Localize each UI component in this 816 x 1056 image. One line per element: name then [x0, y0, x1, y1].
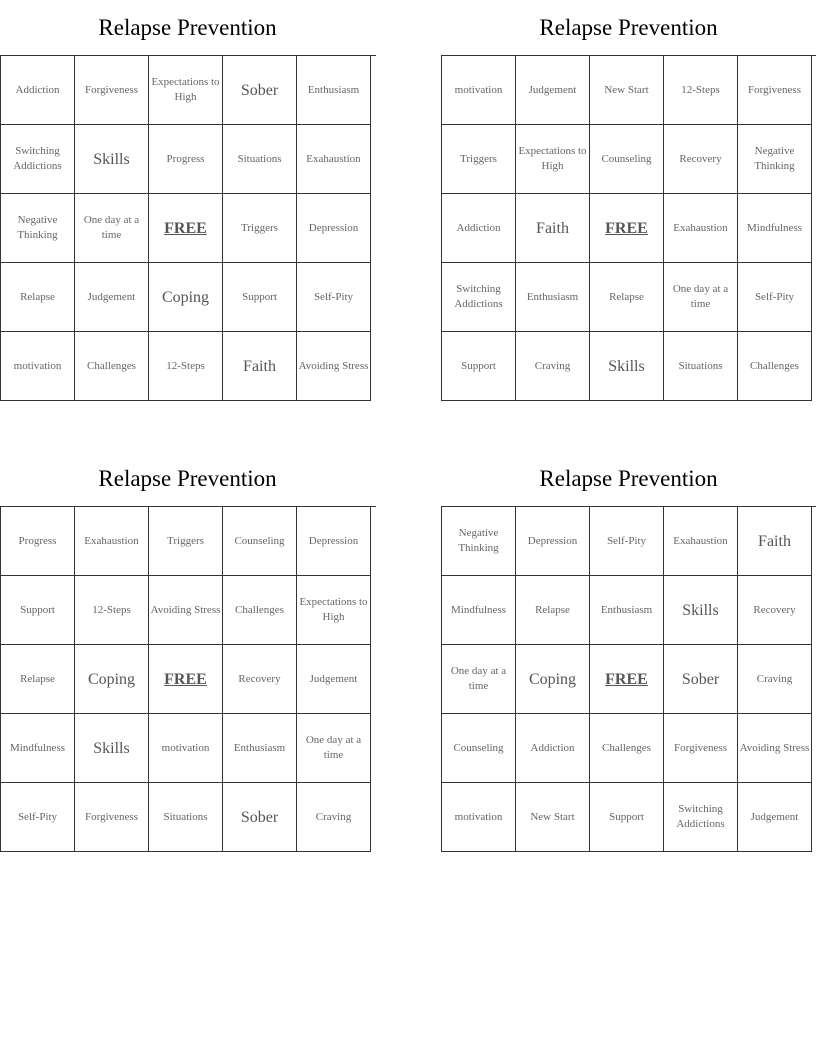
bingo-cell: Enthusiasm: [223, 714, 297, 783]
bingo-cell: Coping: [516, 645, 590, 714]
bingo-cell: Sober: [223, 56, 297, 125]
bingo-cell: Addiction: [516, 714, 590, 783]
bingo-cell: Support: [590, 783, 664, 852]
bingo-cell: Enthusiasm: [297, 56, 371, 125]
bingo-cell: Depression: [297, 507, 371, 576]
bingo-cell: Relapse: [1, 645, 75, 714]
bingo-cell: Recovery: [664, 125, 738, 194]
bingo-cell: Craving: [738, 645, 812, 714]
bingo-cell: Support: [442, 332, 516, 401]
card-title: Relapse Prevention: [98, 15, 277, 40]
card-title: Relapse Prevention: [98, 466, 277, 491]
bingo-cell: Depression: [516, 507, 590, 576]
bingo-cell: Negative Thinking: [1, 194, 75, 263]
bingo-cell: Sober: [664, 645, 738, 714]
bingo-cell: Sober: [223, 783, 297, 852]
bingo-cell: Counseling: [442, 714, 516, 783]
bingo-cell: Self-Pity: [590, 507, 664, 576]
bingo-cell: Triggers: [223, 194, 297, 263]
bingo-cell: Avoiding Stress: [738, 714, 812, 783]
bingo-cell: Self-Pity: [1, 783, 75, 852]
bingo-cell: One day at a time: [664, 263, 738, 332]
bingo-cell: Support: [223, 263, 297, 332]
bingo-cell: One day at a time: [297, 714, 371, 783]
bingo-cell: Negative Thinking: [738, 125, 812, 194]
bingo-cell: Skills: [75, 125, 149, 194]
bingo-cell: 12-Steps: [75, 576, 149, 645]
bingo-cell: Expectations to High: [516, 125, 590, 194]
bingo-cell: motivation: [442, 783, 516, 852]
bingo-cell: Relapse: [590, 263, 664, 332]
bingo-cell: Situations: [664, 332, 738, 401]
bingo-cell: Exahaustion: [297, 125, 371, 194]
bingo-grid: [441, 506, 816, 852]
bingo-cell: Counseling: [223, 507, 297, 576]
card-title: Relapse Prevention: [539, 466, 718, 491]
bingo-cell: Coping: [149, 263, 223, 332]
bingo-cell: Forgiveness: [75, 56, 149, 125]
bingo-grid: [0, 506, 376, 852]
bingo-cell: Exahaustion: [664, 507, 738, 576]
bingo-cell: One day at a time: [442, 645, 516, 714]
bingo-cell: Addiction: [442, 194, 516, 263]
bingo-cell: Mindfulness: [1, 714, 75, 783]
bingo-cell: Exahaustion: [664, 194, 738, 263]
bingo-cell: Counseling: [590, 125, 664, 194]
bingo-cell: Depression: [297, 194, 371, 263]
bingo-cell: Situations: [149, 783, 223, 852]
bingo-cell: Triggers: [442, 125, 516, 194]
bingo-cell: Craving: [516, 332, 590, 401]
bingo-cell: Support: [1, 576, 75, 645]
bingo-cell: Avoiding Stress: [297, 332, 371, 401]
bingo-cell: New Start: [590, 56, 664, 125]
bingo-cell: Mindfulness: [442, 576, 516, 645]
bingo-cell: Faith: [223, 332, 297, 401]
bingo-grid: [441, 55, 816, 401]
bingo-cell: Judgement: [297, 645, 371, 714]
bingo-cell: motivation: [1, 332, 75, 401]
bingo-cell: motivation: [149, 714, 223, 783]
card-title: Relapse Prevention: [539, 15, 718, 40]
bingo-cell: Switching Addictions: [442, 263, 516, 332]
bingo-cell: Self-Pity: [297, 263, 371, 332]
bingo-cell: Skills: [590, 332, 664, 401]
bingo-card-2: [441, 0, 816, 401]
bingo-cell: Challenges: [590, 714, 664, 783]
bingo-cell: New Start: [516, 783, 590, 852]
bingo-cell: Recovery: [738, 576, 812, 645]
bingo-cell: Mindfulness: [738, 194, 812, 263]
bingo-card-1: [0, 0, 375, 401]
bingo-cell: Expectations to High: [149, 56, 223, 125]
bingo-cell: Forgiveness: [738, 56, 812, 125]
bingo-cell: Exahaustion: [75, 507, 149, 576]
bingo-cell: Challenges: [75, 332, 149, 401]
bingo-cell: Negative Thinking: [442, 507, 516, 576]
bingo-cell: Switching Addictions: [664, 783, 738, 852]
bingo-cell: motivation: [442, 56, 516, 125]
bingo-cell: Avoiding Stress: [149, 576, 223, 645]
bingo-cell: Relapse: [1, 263, 75, 332]
free-space-cell: FREE: [590, 645, 664, 714]
free-space-cell: FREE: [149, 645, 223, 714]
bingo-cell: 12-Steps: [149, 332, 223, 401]
bingo-cell: Triggers: [149, 507, 223, 576]
bingo-cell: Enthusiasm: [590, 576, 664, 645]
bingo-cell: Relapse: [516, 576, 590, 645]
bingo-cell: Situations: [223, 125, 297, 194]
bingo-cell: Recovery: [223, 645, 297, 714]
bingo-cell: Progress: [149, 125, 223, 194]
bingo-cell: Expectations to High: [297, 576, 371, 645]
bingo-card-4: [441, 451, 816, 852]
bingo-cell: Coping: [75, 645, 149, 714]
bingo-cell: Forgiveness: [75, 783, 149, 852]
bingo-cell: One day at a time: [75, 194, 149, 263]
bingo-cell: Skills: [664, 576, 738, 645]
bingo-cell: Judgement: [75, 263, 149, 332]
bingo-cell: Faith: [516, 194, 590, 263]
bingo-cell: Faith: [738, 507, 812, 576]
bingo-cell: Skills: [75, 714, 149, 783]
bingo-cell: Challenges: [738, 332, 812, 401]
free-space-cell: FREE: [590, 194, 664, 263]
bingo-grid: [0, 55, 376, 401]
bingo-cell: Forgiveness: [664, 714, 738, 783]
bingo-cell: Judgement: [738, 783, 812, 852]
bingo-cell: Progress: [1, 507, 75, 576]
bingo-cell: 12-Steps: [664, 56, 738, 125]
bingo-cell: Challenges: [223, 576, 297, 645]
bingo-cell: Craving: [297, 783, 371, 852]
bingo-cell: Self-Pity: [738, 263, 812, 332]
bingo-cell: Addiction: [1, 56, 75, 125]
bingo-cell: Switching Addictions: [1, 125, 75, 194]
bingo-cell: Enthusiasm: [516, 263, 590, 332]
free-space-cell: FREE: [149, 194, 223, 263]
bingo-cell: Judgement: [516, 56, 590, 125]
bingo-card-3: [0, 451, 375, 852]
